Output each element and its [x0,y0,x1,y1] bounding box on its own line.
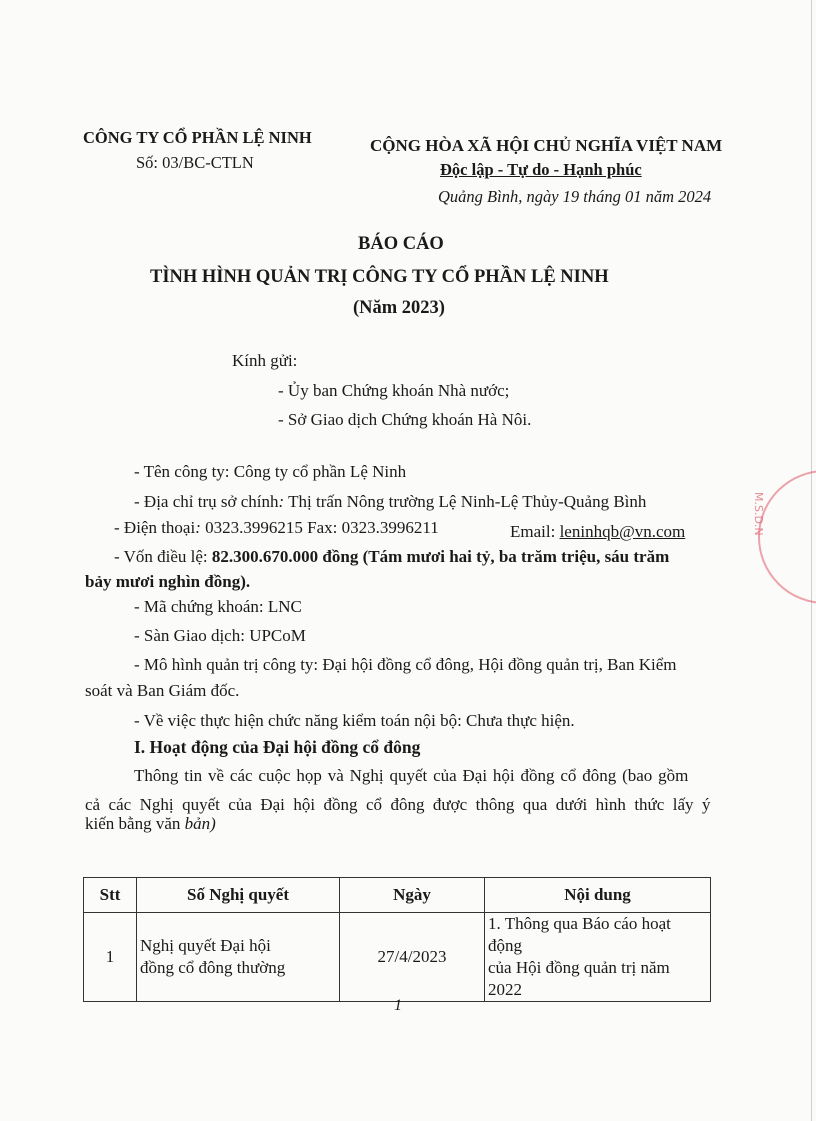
place-date: Quảng Bình, ngày 19 tháng 01 năm 2024 [438,187,712,206]
cell-date: 27/4/2023 [340,913,485,1002]
column-header-stt: Stt [84,878,137,913]
company-name-line: - Tên công ty: Công ty cổ phần Lệ Ninh [134,462,407,481]
table-header-row [84,878,711,913]
column-header-content: Nội dung [485,878,711,913]
stock-code: - Mã chứng khoán: LNC [134,597,302,616]
capital-line [114,547,669,567]
phone-value: 0323.3996215 [205,518,303,537]
report-subtitle: TÌNH HÌNH QUẢN TRỊ CÔNG TY CỔ PHẦN LỆ NINH [150,267,609,287]
report-title: BÁO CÁO [358,234,444,254]
cell-stt: 1 [84,913,137,1002]
colon-mark: : [195,518,201,537]
content-line: 1. Thông qua Báo cáo hoạt động [488,914,671,955]
recipient-item: - Ủy ban Chứng khoán Nhà nước; [278,381,510,400]
colon-mark: : [278,492,285,511]
column-header-date: Ngày [340,878,485,913]
governance-model: - Mô hình quản trị công ty: Đại hội đồng cổ đông, Hội đồng quản trị, Ban Kiểm [134,655,677,674]
fax-value: Fax: 0323.3996211 [307,518,439,537]
section-heading: I. Hoạt động của Đại hội đồng cổ đông [134,737,421,757]
company-name-header: CÔNG TY CỔ PHẦN LỆ NINH [83,128,312,147]
nation-heading: CỘNG HÒA XÃ HỘI CHỦ NGHĨA VIỆT NAM [370,136,723,155]
capital-value-continued: bảy mươi nghìn đồng). [85,572,251,591]
resolutions-table [83,877,711,1002]
table-row [84,913,711,1002]
content-line: của Hội đồng quản trị năm 2022 [488,958,670,999]
governance-model-continued: soát và Ban Giám đốc. [85,681,240,700]
recipient-item: - Sở Giao dịch Chứng khoán Hà Nôi. [278,410,532,429]
email-line [510,522,685,542]
address-label: - Địa chỉ trụ sở chính [134,492,279,511]
document-number: Số: 03/BC-CTLN [136,153,254,172]
recipients-label: Kính gửi: [232,351,298,370]
motto: Độc lập - Tự do - Hạnh phúc [440,160,642,179]
section-intro-italic: bản) [184,814,216,833]
cell-resolution [137,913,340,1002]
email-label: Email: [510,522,556,541]
resolution-line: đồng cổ đông thường [140,958,286,977]
section-intro-text: kiến bằng văn [85,814,185,833]
seal-text: M.S.D.N [752,492,765,536]
column-header-resolution: Số Nghị quyết [137,878,340,913]
section-intro: cả các Nghị quyết của Đại hội đồng cổ đông được thông qua dưới hình thức lấy ý [85,795,711,814]
capital-label: - Vốn điều lệ: [114,547,208,566]
exchange: - Sàn Giao dịch: UPCoM [134,626,306,645]
address-line [134,492,646,512]
address-value: Thị trấn Nông trường Lệ Ninh-Lệ Thủy-Quảng Bình [288,492,647,511]
internal-audit: - Về việc thực hiện chức năng kiểm toán nội bộ: Chưa thực hiện. [134,711,575,730]
section-intro [85,814,216,834]
capital-value: 82.300.670.000 đồng (Tám mươi hai tỷ, ba trăm triệu, sáu trăm [211,547,670,566]
page-number: 1 [394,997,402,1014]
resolution-line: Nghị quyết Đại hội [140,936,271,955]
cell-content [485,913,711,1002]
email-link[interactable]: leninhqb@vn.com [559,522,686,541]
red-seal-stamp [758,470,816,604]
report-year: (Năm 2023) [353,298,445,318]
section-intro: Thông tin về các cuộc họp và Nghị quyết của Đại hội đồng cổ đông (bao gồm [134,766,689,785]
phone-label: - Điện thoại [114,518,196,537]
phone-line [114,518,439,538]
